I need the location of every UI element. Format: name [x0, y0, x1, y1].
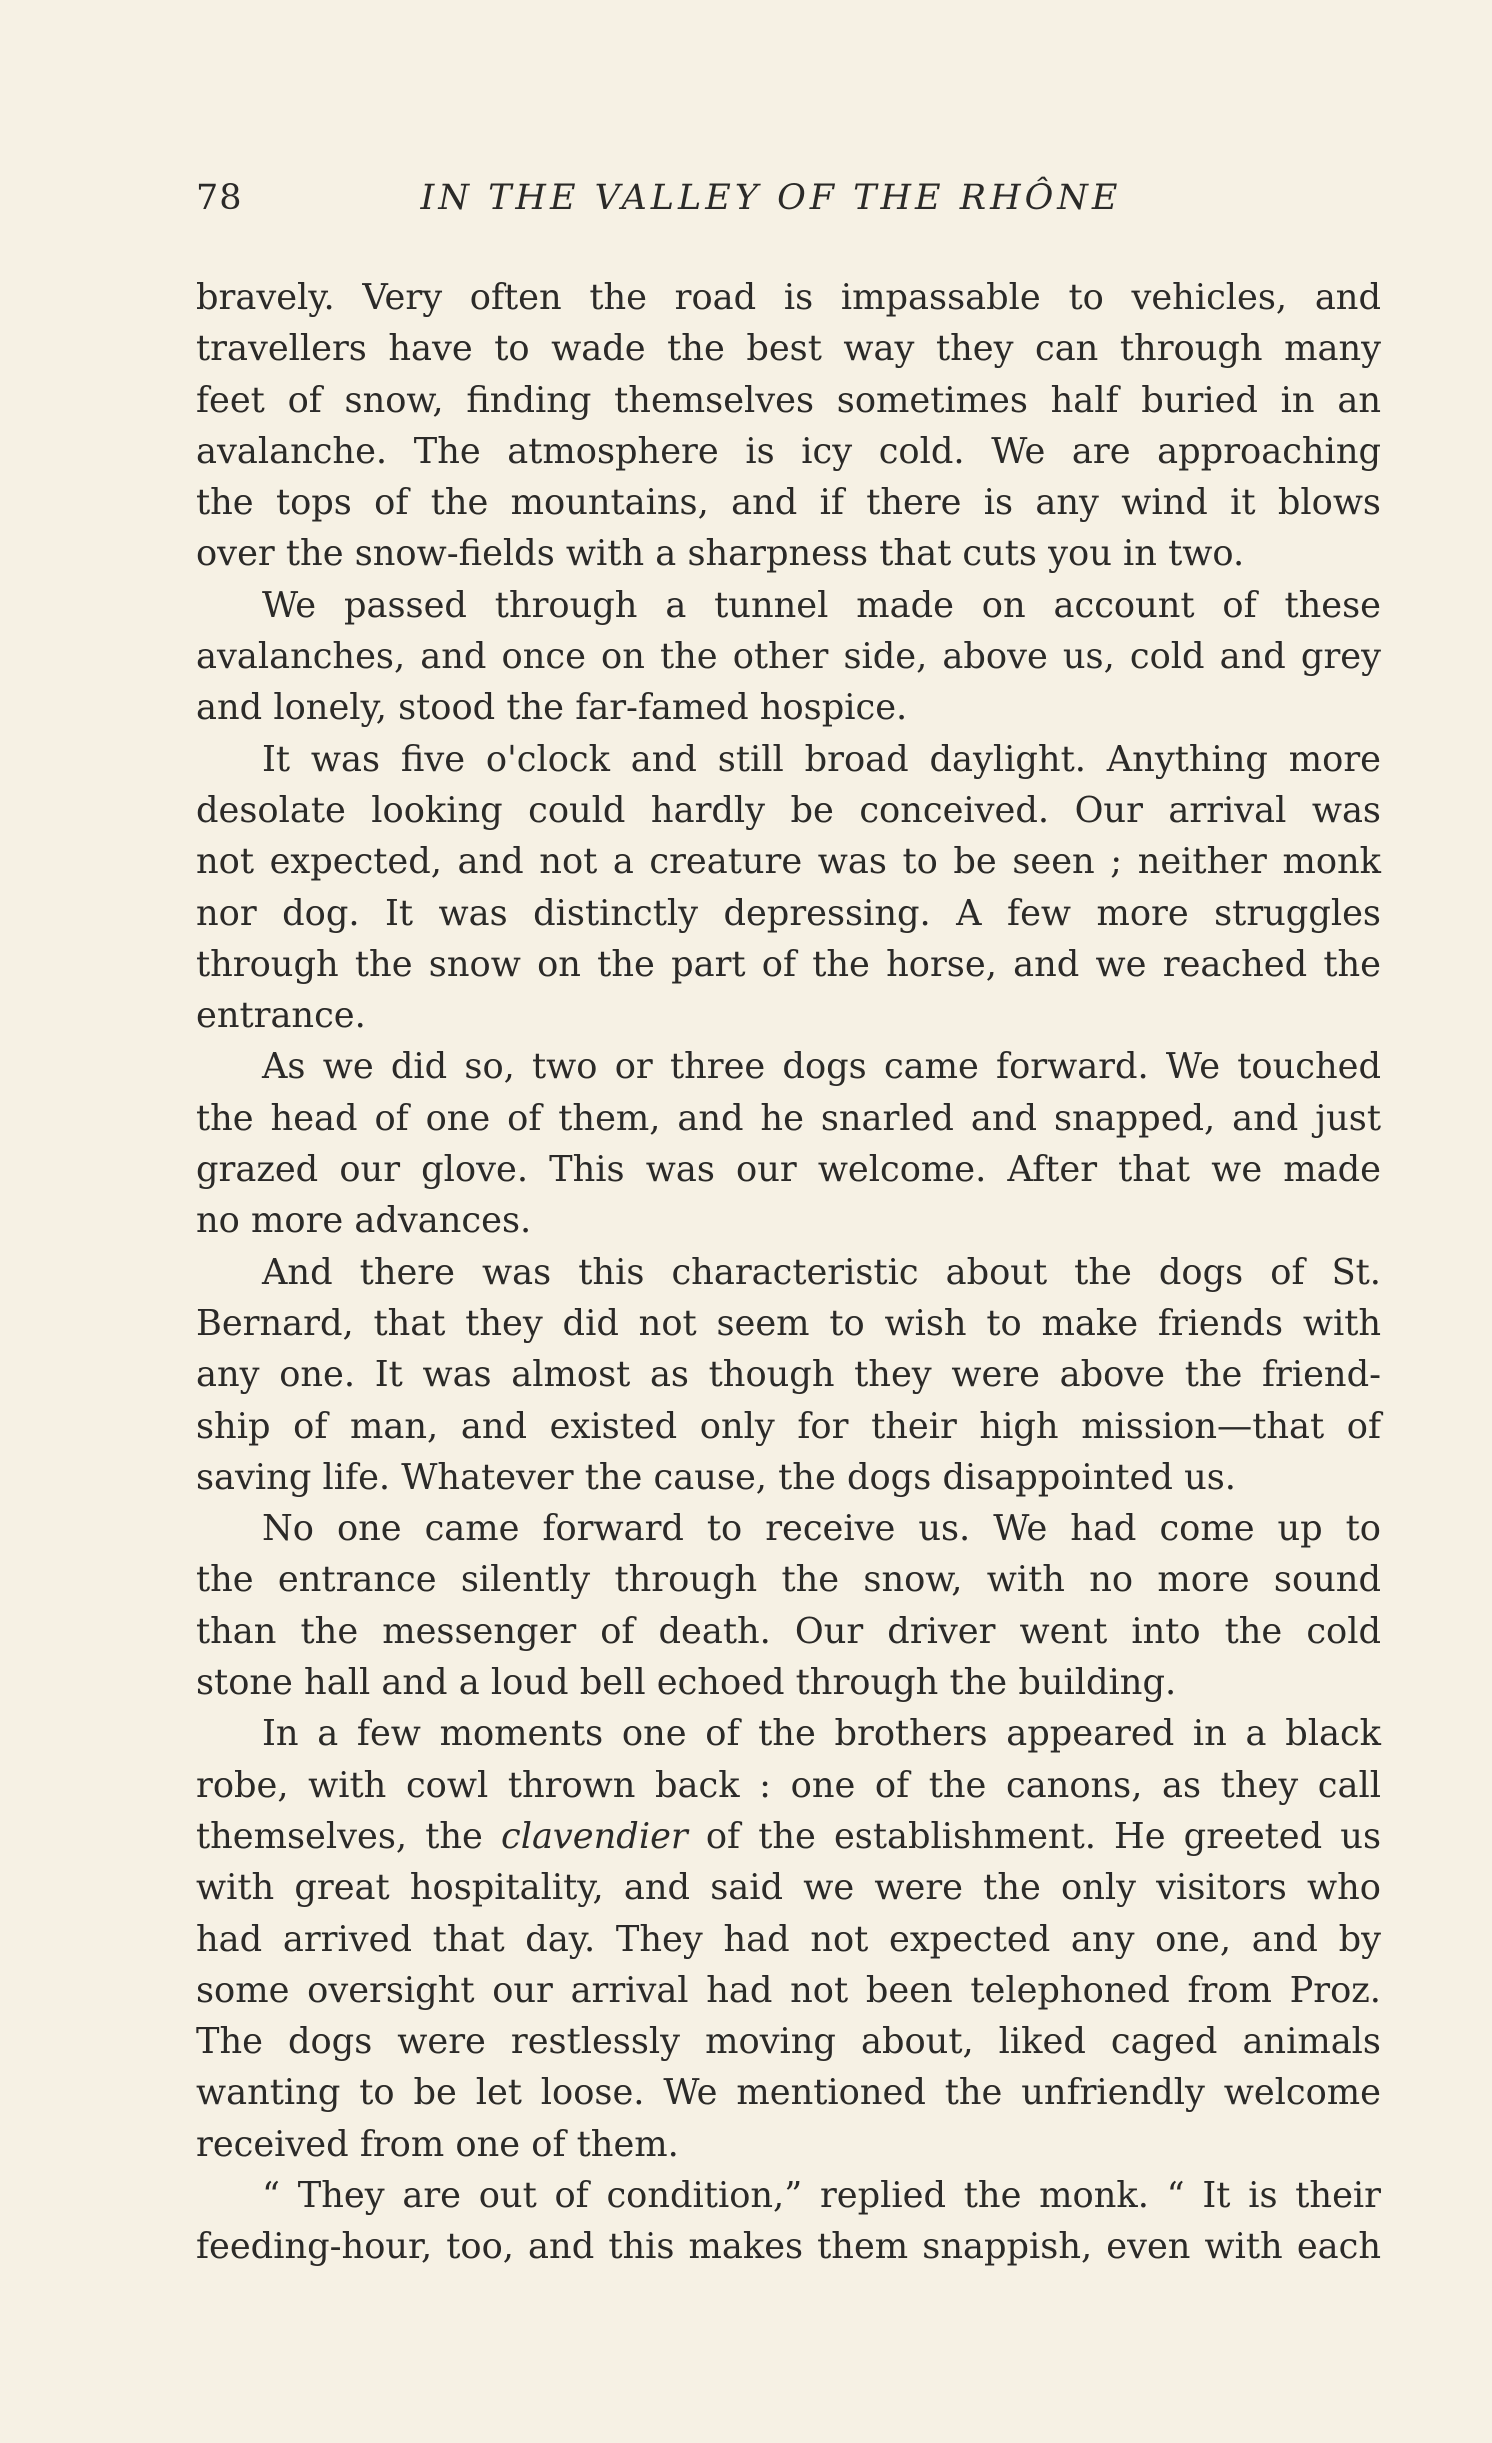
text-line: In a few moments one of the brothers appeared in a black	[262, 1713, 1381, 1755]
text-line: feet of snow, finding themselves sometimes half buried in an	[196, 379, 1381, 421]
page-number: 78	[196, 178, 243, 218]
text-line: It was five o'clock and still broad daylight. Anything more	[262, 738, 1381, 780]
text-line: stone hall and a loud bell echoed through the building.	[196, 1662, 1177, 1704]
text-line: the head of one of them, and he snarled and snapped, and just	[196, 1097, 1381, 1139]
text-line	[196, 1811, 1381, 1862]
text-line: grazed our glove. This was our welcome. After that we made	[196, 1149, 1381, 1191]
line-segment: themselves, the	[196, 1815, 483, 1857]
running-head	[196, 178, 1346, 228]
italic-term: clavendier	[500, 1815, 688, 1857]
text-line: some oversight our arrival had not been telephoned from Proz.	[196, 1969, 1381, 2011]
text-line: the tops of the mountains, and if there is any wind it blows	[196, 482, 1381, 524]
text-line: travellers have to wade the best way they can through many	[196, 328, 1381, 370]
text-line: And there was this characteristic about the dogs of St.	[262, 1251, 1381, 1293]
text-line: No one came forward to receive us. We had come up to	[262, 1508, 1381, 1550]
text-line: avalanche. The atmosphere is icy cold. We are approaching	[196, 430, 1381, 472]
text-line: As we did so, two or three dogs came forward. We touched	[262, 1046, 1381, 1088]
text-line: had arrived that day. They had not expected any one, and by	[196, 1918, 1381, 1960]
text-line: any one. It was almost as though they were above the friend-	[196, 1354, 1381, 1396]
text-line: no more advances.	[196, 1200, 532, 1242]
text-line: and lonely, stood the far-famed hospice.	[196, 687, 908, 729]
text-line: The dogs were restlessly moving about, liked caged animals	[196, 2021, 1381, 2063]
text-line: avalanches, and once on the other side, above us, cold and grey	[196, 636, 1381, 678]
running-title: IN THE VALLEY OF THE RHÔNE	[420, 178, 1122, 218]
text-line: with great hospitality, and said we were the only visitors who	[196, 1867, 1381, 1909]
text-line: We passed through a tunnel made on account of these	[262, 584, 1381, 626]
text-line: bravely. Very often the road is impassable to vehicles, and	[196, 277, 1381, 318]
text-line: wanting to be let loose. We mentioned the unfriendly welcome	[196, 2072, 1381, 2114]
text-line: desolate looking could hardly be conceived. Our arrival was	[196, 789, 1381, 831]
text-line: Bernard, that they did not seem to wish to make friends with	[196, 1302, 1381, 1344]
text-line: nor dog. It was distinctly depressing. A few more struggles	[196, 892, 1381, 934]
line-segment: of the establishment. He greeted us	[705, 1815, 1382, 1857]
body-text	[196, 272, 1381, 2273]
text-line: through the snow on the part of the horse, and we reached the	[196, 943, 1381, 985]
text-line: saving life. Whatever the cause, the dogs disappointed us.	[196, 1456, 1236, 1498]
text-line: ship of man, and existed only for their high mission—that of	[196, 1405, 1381, 1447]
text-line: the entrance silently through the snow, with no more sound	[196, 1559, 1381, 1601]
text-line: robe, with cowl thrown back : one of the canons, as they call	[196, 1764, 1381, 1806]
text-line: “ They are out of condition,” replied the monk. “ It is their	[262, 2174, 1381, 2216]
text-line: entrance.	[196, 995, 366, 1037]
text-line: feeding-hour, too, and this makes them snappish, even with each	[196, 2226, 1381, 2268]
text-line: not expected, and not a creature was to be seen ; neither monk	[196, 841, 1381, 883]
text-line: received from one of them.	[196, 2123, 679, 2165]
text-line: than the messenger of death. Our driver went into the cold	[196, 1610, 1381, 1652]
text-line: over the snow-fields with a sharpness that cuts you in two.	[196, 533, 1245, 575]
